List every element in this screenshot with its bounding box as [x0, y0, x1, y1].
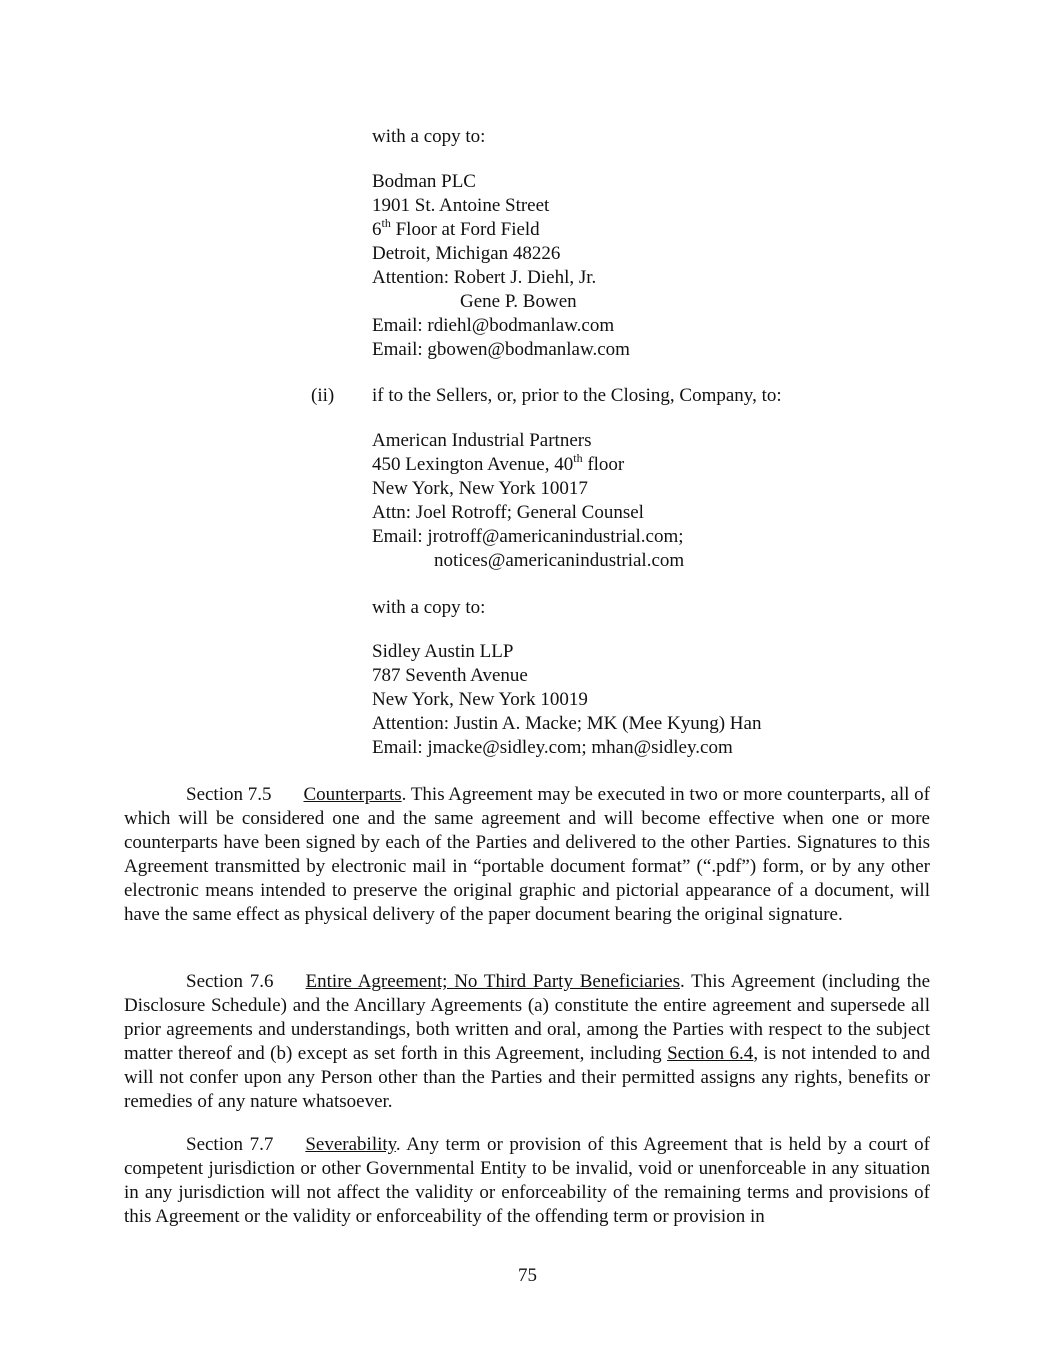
- sidley-attention: Attention: Justin A. Macke; MK (Mee Kyung) Han: [372, 713, 762, 734]
- item-ii-marker: (ii): [311, 385, 335, 406]
- page-number: 75: [518, 1265, 537, 1286]
- copy-to-label-1: with a copy to:: [372, 126, 486, 147]
- section-7-5-number: Section 7.5: [186, 784, 272, 805]
- bodman-attention-2: Gene P. Bowen: [460, 291, 577, 312]
- section-7-7-paragraph: [124, 1133, 930, 1229]
- sidley-city: New York, New York 10019: [372, 689, 588, 710]
- section-7-6-number: Section 7.6: [186, 971, 274, 992]
- bodman-name: Bodman PLC: [372, 171, 476, 192]
- aip-name: American Industrial Partners: [372, 430, 592, 451]
- aip-street: 450 Lexington Avenue, 40th floor: [372, 450, 625, 475]
- sidley-name: Sidley Austin LLP: [372, 641, 514, 662]
- sidley-email: Email: jmacke@sidley.com; mhan@sidley.com: [372, 737, 733, 758]
- aip-attn: Attn: Joel Rotroff; General Counsel: [372, 502, 644, 523]
- section-7-6-title: Entire Agreement; No Third Party Beneficiaries: [305, 971, 680, 992]
- bodman-floor: 6th Floor at Ford Field: [372, 215, 540, 240]
- bodman-city: Detroit, Michigan 48226: [372, 243, 561, 264]
- copy-to-label-2: with a copy to:: [372, 597, 486, 618]
- bodman-email-2: Email: gbowen@bodmanlaw.com: [372, 339, 630, 360]
- aip-city: New York, New York 10017: [372, 478, 588, 499]
- aip-email-1: Email: jrotroff@americanindustrial.com;: [372, 526, 684, 547]
- bodman-attention-1: Attention: Robert J. Diehl, Jr.: [372, 267, 597, 288]
- section-7-6-body-b: , is not intended to and will not confer upon any Person other than the Parties and their permitted assigns any rights, benefits or remedies of any nature whatsoever.: [124, 1043, 930, 1112]
- section-7-6-paragraph: [124, 970, 930, 1114]
- section-7-5-title: Counterparts: [303, 784, 402, 805]
- sidley-street: 787 Seventh Avenue: [372, 665, 528, 686]
- section-7-7-number: Section 7.7: [186, 1134, 274, 1155]
- section-7-7-body: . Any term or provision of this Agreement that is held by a court of competent jurisdiction or other Governmental Entity to be invalid, void or unenforceable in any situation in any jurisdiction will not affect the validity or enforceability of the remaining terms and provisions of this Agreement or the validity or enforceability of the offending term or provision in: [124, 1134, 930, 1227]
- section-6-4-reference: Section 6.4: [667, 1043, 754, 1064]
- section-7-7-title: Severability: [305, 1134, 396, 1155]
- bodman-street: 1901 St. Antoine Street: [372, 195, 550, 216]
- aip-email-2: notices@americanindustrial.com: [434, 550, 685, 571]
- item-ii-text: if to the Sellers, or, prior to the Closing, Company, to:: [372, 385, 782, 406]
- section-7-5-body: . This Agreement may be executed in two or more counterparts, all of which will be considered one and the same agreement and will become effective when one or more counterparts have been signed by each of the Parties and delivered to the other Parties. Signatures to this Agreement transmitted by electronic mail in “portable document format” (“.pdf”) form, or by any other electronic means intended to preserve the original graphic and pictorial appearance of a document, will have the same effect as physical delivery of the paper document bearing the original signature.: [124, 784, 930, 925]
- section-7-5-paragraph: [124, 783, 930, 927]
- section-7-6-body-a: . This Agreement (including the Disclosure Schedule) and the Ancillary Agreements (a) constitute the entire agreement and supersede all prior agreements and understandings, both written and oral, among the Parties with respect to the subject matter thereof and (b) except as set forth in this Agreement, including: [124, 971, 930, 1064]
- bodman-email-1: Email: rdiehl@bodmanlaw.com: [372, 315, 615, 336]
